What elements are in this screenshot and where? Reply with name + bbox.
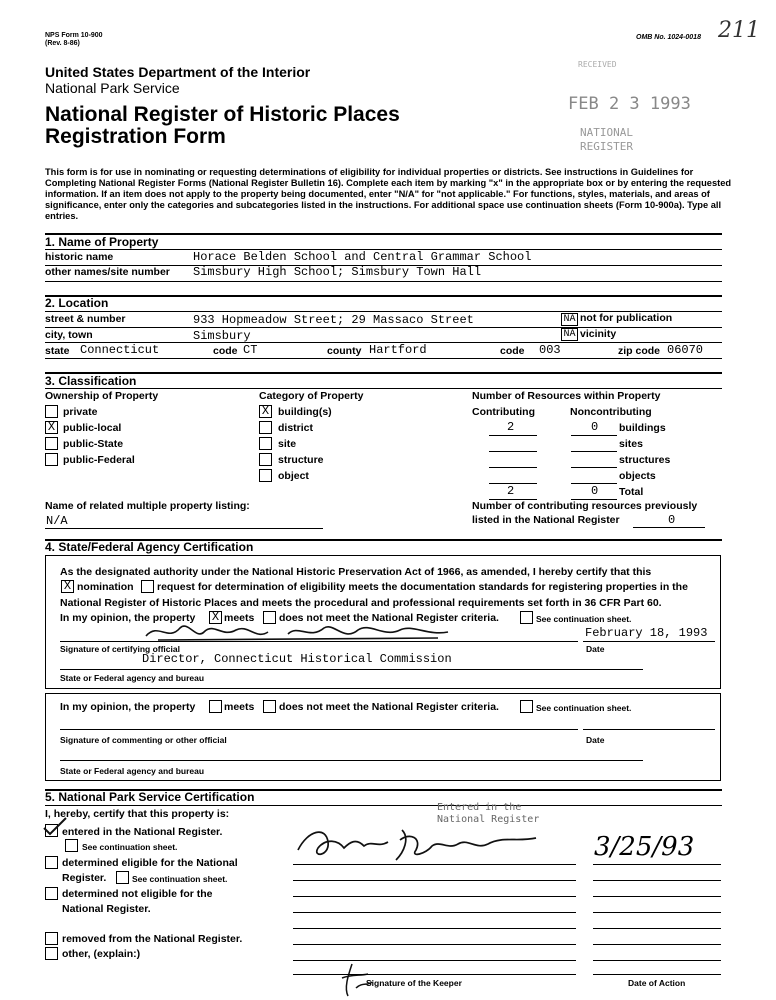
state-label: state: [45, 345, 70, 357]
contributing-heading: Contributing: [472, 406, 535, 418]
keeper-signature: [292, 820, 542, 864]
request-label: request for determination of eligibility meets the documentation standards for registering properties in the: [157, 581, 688, 593]
ownership-label: public-State: [63, 438, 124, 450]
category-checkbox[interactable]: [259, 421, 272, 434]
request-checkbox[interactable]: [141, 580, 154, 593]
action-date-line: [593, 960, 721, 961]
keeper-line: [293, 928, 576, 929]
zip-label: zip code: [618, 345, 661, 357]
keeper-line: [293, 880, 576, 881]
section2-title: 2. Location: [45, 296, 109, 310]
resource-label: structures: [619, 454, 671, 466]
county-code-field[interactable]: 003: [539, 343, 561, 357]
instructions-text: This form is for use in nominating or requesting determinations of eligibility for individual properties or districts. See instructions in Guidelines for Completing National Register Forms (National Register Bulletin 16). Complete each item by marking "x" in the appropriate box or by entering the requested information. If an item does not apply to the property being documented, enter "N/A" for "not applicable." For functions, styles, materials, and areas of significance, enter only the categories and subcategories listed in the instructions. For additional space use continuation sheets (Form 10-900a). Type all entries.: [45, 167, 732, 221]
action-date-line: [593, 864, 721, 865]
resource-label: sites: [619, 438, 643, 450]
historic-name-label: historic name: [45, 251, 114, 263]
agency2-label: State or Federal agency and bureau: [60, 766, 205, 776]
keeper-line: [293, 944, 576, 945]
entered-stamp-line2: National Register: [437, 814, 540, 825]
contributing-line: [489, 451, 537, 452]
official-title-field[interactable]: Director, Connecticut Historical Commission: [142, 652, 452, 666]
meets-checkbox[interactable]: X: [209, 611, 222, 624]
cert-para-line1: As the designated authority under the National Historic Preservation Act of 1966, as amended, I hereby certify that this: [60, 566, 652, 578]
state-code-label: code: [213, 345, 238, 357]
noncontributing-line: [571, 499, 617, 500]
resource-label: objects: [619, 470, 656, 482]
not-meets2-label: does not meet the National Register criteria.: [279, 701, 499, 713]
noncontributing-count[interactable]: 0: [591, 420, 599, 434]
section4-title: 4. State/Federal Agency Certification: [45, 540, 254, 554]
county-label: county: [327, 345, 362, 357]
continuation-checkbox[interactable]: [520, 611, 533, 624]
date2-label: Date: [586, 735, 605, 745]
category-checkbox[interactable]: [259, 469, 272, 482]
other-label: other, (explain:): [62, 948, 141, 960]
noncontributing-line: [571, 451, 617, 452]
omb-number: OMB No. 1024-0018: [636, 34, 701, 41]
eligible-label1: determined eligible for the National: [62, 857, 238, 869]
action-date-line: [593, 944, 721, 945]
contributing-line: [489, 499, 537, 500]
multiple-listing-label: Name of related multiple property listing:: [45, 500, 250, 512]
continuation-label: See continuation sheet.: [536, 614, 632, 624]
street-label: street & number: [45, 313, 126, 325]
category-label: site: [278, 438, 297, 450]
not-eligible-label1: determined not eligible for the: [62, 888, 213, 900]
section1-title: 1. Name of Property: [45, 235, 159, 249]
action-date-line: [593, 896, 721, 897]
meets-label: meets: [224, 612, 255, 624]
not-eligible-label2: National Register.: [62, 903, 151, 915]
street-field[interactable]: 933 Hopmeadow Street; 29 Massaco Street: [193, 313, 474, 327]
state-code-field[interactable]: CT: [243, 343, 258, 357]
action-date-line: [593, 912, 721, 913]
contributing-count[interactable]: 2: [507, 420, 515, 434]
form-title-line1: National Register of Historic Places: [45, 103, 400, 126]
noncontributing-heading: Noncontributing: [570, 406, 652, 418]
ownership-checkbox[interactable]: [45, 405, 58, 418]
noncontributing-count[interactable]: 0: [591, 484, 599, 498]
keeper-label: Signature of the Keeper: [366, 978, 462, 988]
removed-checkbox[interactable]: [45, 932, 58, 945]
contributing-line: [489, 435, 537, 436]
sig2-label: Signature of commenting or other official: [60, 735, 227, 745]
ownership-heading: Ownership of Property: [45, 390, 159, 402]
entered-stamp-line1: Entered in the: [437, 802, 522, 813]
agency-label: State or Federal agency and bureau: [60, 673, 205, 683]
not-meets2-checkbox[interactable]: [263, 700, 276, 713]
handwritten-number: 211: [718, 18, 760, 43]
category-label: structure: [278, 454, 324, 466]
eligible-checkbox[interactable]: [45, 856, 58, 869]
contributing-line: [489, 467, 537, 468]
category-checkbox[interactable]: [259, 437, 272, 450]
ownership-label: public-local: [63, 422, 122, 434]
action-date-line: [593, 928, 721, 929]
ownership-label: public-Federal: [63, 454, 135, 466]
category-label: district: [278, 422, 314, 434]
city-field[interactable]: Simsbury: [193, 329, 251, 343]
noncontributing-line: [571, 467, 617, 468]
category-heading: Category of Property: [259, 390, 364, 402]
contributing-count[interactable]: 2: [507, 484, 515, 498]
keeper-line: [293, 912, 576, 913]
received-stamp: RECEIVED: [578, 60, 617, 69]
category-label: building(s): [278, 406, 332, 418]
category-checkbox[interactable]: [259, 453, 272, 466]
ownership-checkbox[interactable]: [45, 453, 58, 466]
continuation2-checkbox[interactable]: [520, 700, 533, 713]
county-field[interactable]: Hartford: [369, 343, 427, 357]
not-eligible-checkbox[interactable]: [45, 887, 58, 900]
not-for-publication-checkbox[interactable]: NA: [561, 313, 578, 326]
ownership-checkbox[interactable]: [45, 437, 58, 450]
keeper-line: [293, 896, 576, 897]
other-names-field[interactable]: Simsbury High School; Simsbury Town Hall: [193, 265, 482, 279]
city-label: city, town: [45, 329, 93, 341]
keeper-line: [293, 864, 576, 865]
entered-label: entered in the National Register.: [62, 826, 223, 838]
form-title-line2: Registration Form: [45, 125, 226, 148]
meets2-label: meets: [224, 701, 255, 713]
department-name: United States Department of the Interior: [45, 64, 311, 80]
zip-field[interactable]: 06070: [667, 343, 704, 357]
form-revision: (Rev. 8-86): [45, 40, 80, 47]
eligible-label2: Register.: [62, 872, 107, 884]
keeper-line: [293, 960, 576, 961]
previously-listed-field[interactable]: 0: [668, 513, 676, 527]
previously-listed-label2: listed in the National Register: [472, 514, 620, 526]
action-date-field[interactable]: 3/25/93: [594, 832, 695, 862]
not-meets-label: does not meet the National Register criteria.: [279, 612, 499, 624]
register-stamp: REGISTER: [580, 140, 633, 153]
category-label: object: [278, 470, 309, 482]
other-checkbox[interactable]: [45, 947, 58, 960]
eligible-continuation-label: See continuation sheet.: [132, 874, 228, 884]
meets2-checkbox[interactable]: [209, 700, 222, 713]
resource-label: Total: [619, 486, 644, 498]
sig-official-label: Signature of certifying official: [60, 644, 180, 654]
cert-date-label: Date: [586, 644, 605, 654]
entered-continuation-label: See continuation sheet.: [82, 842, 178, 852]
resource-label: buildings: [619, 422, 666, 434]
opinion2-prefix: In my opinion, the property: [60, 701, 196, 713]
continuation2-label: See continuation sheet.: [536, 703, 632, 713]
action-date-label: Date of Action: [628, 978, 686, 988]
received-date-stamp: FEB 2 3 1993: [568, 94, 691, 114]
not-for-publication-label: not for publication: [580, 312, 673, 324]
resources-heading: Number of Resources within Property: [472, 390, 661, 402]
removed-label: removed from the National Register.: [62, 933, 243, 945]
section3-title: 3. Classification: [45, 374, 137, 388]
action-date-line: [593, 880, 721, 881]
keeper-line: [293, 974, 576, 975]
nomination-label: nomination: [77, 581, 134, 593]
previously-listed-label1: Number of contributing resources previously: [472, 500, 698, 512]
ownership-label: private: [63, 406, 98, 418]
historic-name-field[interactable]: Horace Belden School and Central Grammar School: [193, 250, 532, 264]
other-names-label: other names/site number: [45, 266, 170, 278]
certify-text: I, hereby, certify that this property is:: [45, 808, 230, 820]
eligible-continuation-checkbox[interactable]: [116, 871, 129, 884]
ownership-checkbox[interactable]: X: [45, 421, 58, 434]
county-code-label: code: [500, 345, 525, 357]
noncontributing-line: [571, 435, 617, 436]
multiple-listing-field[interactable]: N/A: [46, 514, 68, 528]
vicinity-label: vicinity: [580, 328, 617, 340]
action-date-line: [593, 974, 721, 975]
section5-title: 5. National Park Service Certification: [45, 790, 255, 804]
national-stamp: NATIONAL: [580, 126, 633, 139]
cert-para-line3: National Register of Historic Places and meets the procedural and professional requirements set forth in 36 CFR Part 60.: [60, 597, 662, 609]
entered-continuation-checkbox[interactable]: [65, 839, 78, 852]
service-name: National Park Service: [45, 80, 180, 96]
category-checkbox[interactable]: X: [259, 405, 272, 418]
vicinity-checkbox[interactable]: NA: [561, 328, 578, 341]
nomination-checkbox[interactable]: X: [61, 580, 74, 593]
cert-date-field[interactable]: February 18, 1993: [585, 626, 708, 640]
certifying-signature: [138, 614, 478, 648]
form-number: NPS Form 10-900: [45, 32, 103, 39]
state-field[interactable]: Connecticut: [80, 343, 160, 357]
opinion-prefix: In my opinion, the property: [60, 612, 196, 624]
